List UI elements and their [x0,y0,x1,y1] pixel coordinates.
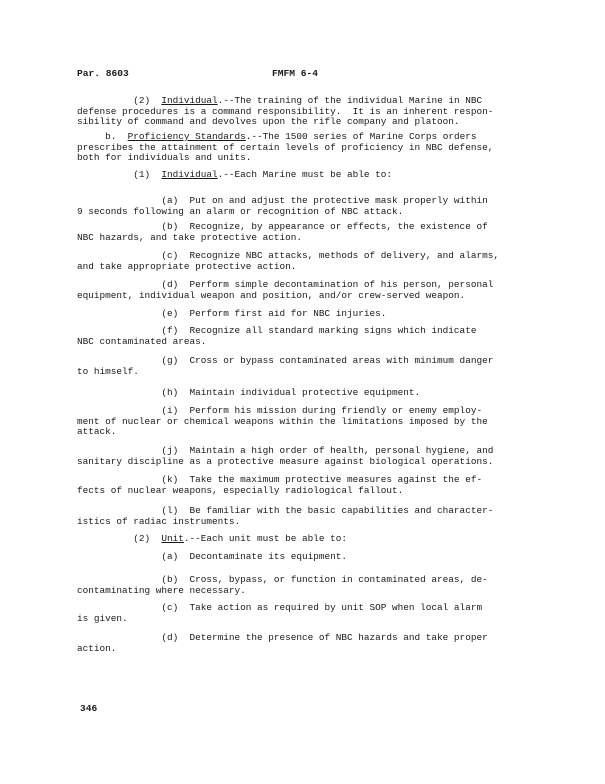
item-d-decontamination [77,280,523,301]
text-line: b. Proficiency Standards.--The 1500 series of Marine Corps orders [77,131,477,142]
paragraph-individual-training [77,96,523,128]
text-line: attack. [77,426,117,438]
item-i-perform-mission [77,406,523,438]
text-line: and take appropriate protective action. [77,260,297,272]
text-line: (g) Cross or bypass contaminated areas with minimum danger [77,355,494,366]
text-line: NBC contaminated areas. [77,335,207,347]
paragraph-reference: Par. 8603 [77,68,129,79]
text-line: (e) Perform first aid for NBC injuries. [77,308,387,319]
text-line: (c) Take action as required by unit SOP when local alarm [77,602,483,613]
unit-item-a-decontaminate [77,552,523,563]
manual-designation: FMFM 6-4 [272,68,319,79]
text-line: (1) Individual.--Each Marine must be able to: [77,169,393,180]
text-line: NBC hazards, and take protective action. [77,231,303,243]
text-line: to himself. [77,365,139,377]
text-line: (h) Maintain individual protective equipment. [77,387,421,398]
text-line: (k) Take the maximum protective measures against the ef- [77,474,483,485]
text-line: both for individuals and units. [77,152,252,164]
paragraph-proficiency-standards [77,132,523,164]
item-j-health-hygiene [77,446,523,467]
text-line: (j) Maintain a high order of health, personal hygiene, and [77,445,494,456]
text-line: (c) Recognize NBC attacks, methods of delivery, and alarms, [77,250,499,261]
item-e-first-aid [77,309,523,320]
text-line: defense procedures is a command responsibility. It is an inherent respon- [77,105,494,117]
underlined-heading: Individual [161,169,218,180]
text-line: (d) Determine the presence of NBC hazards and take proper [77,632,488,643]
text-line: sanitary discipline as a protective measure against biological operations. [77,455,494,467]
text-line: contaminating where necessary. [77,584,246,596]
unit-item-b-cross-bypass [77,575,523,596]
text-line: (l) Be familiar with the basic capabilities and character- [77,505,494,516]
underlined-heading: Unit [161,533,184,544]
item-a-protective-mask [77,196,523,217]
text-line: prescribes the attainment of certain levels of proficiency in NBC defense, [77,141,494,153]
text-line: (b) Recognize, by appearance or effects, the existence of [77,221,488,232]
text-line: istics of radiac instruments. [77,515,241,527]
item-h-protective-equipment [77,388,523,399]
underlined-heading: Individual [161,95,218,106]
page-number: 346 [80,703,98,714]
text-line: is given. [77,612,128,624]
text-line: (2) Unit.--Each unit must be able to: [77,533,348,544]
paragraph-unit-requirements [77,534,523,545]
text-line: (f) Recognize all standard marking signs which indicate [77,325,477,336]
text-line: (a) Decontaminate its equipment. [77,551,348,562]
item-g-cross-bypass [77,356,523,377]
text-line: (2) Individual.--The training of the individual Marine in NBC [77,95,483,106]
paragraph-individual-requirements [77,170,523,181]
item-k-nuclear-effects [77,475,523,496]
text-line: equipment, individual weapon and position, and/or crew-served weapon. [77,289,466,301]
text-line: fects of nuclear weapons, especially radiological fallout. [77,484,404,496]
unit-item-c-local-alarm [77,603,523,624]
text-line: (b) Cross, bypass, or function in contaminated areas, de- [77,574,488,585]
text-line: 9 seconds following an alarm or recognition of NBC attack. [77,205,404,217]
text-line: (a) Put on and adjust the protective mask properly within [77,195,488,206]
item-l-radiac-instruments [77,506,523,527]
text-line: ment of nuclear or chemical weapons within the limitations imposed by the [77,415,488,427]
text-line: (i) Perform his mission during friendly or enemy employ- [77,405,483,416]
text-line: action. [77,642,117,654]
text-line: (d) Perform simple decontamination of his person, personal [77,279,494,290]
item-f-marking-signs [77,326,523,347]
text-line: sibility of command and devolves upon the rifle company and platoon. [77,116,460,128]
item-c-recognize-attacks [77,251,523,272]
unit-item-d-nbc-hazards [77,633,523,654]
underlined-heading: Proficiency Standards [127,131,246,142]
item-b-recognize-hazards [77,222,523,243]
